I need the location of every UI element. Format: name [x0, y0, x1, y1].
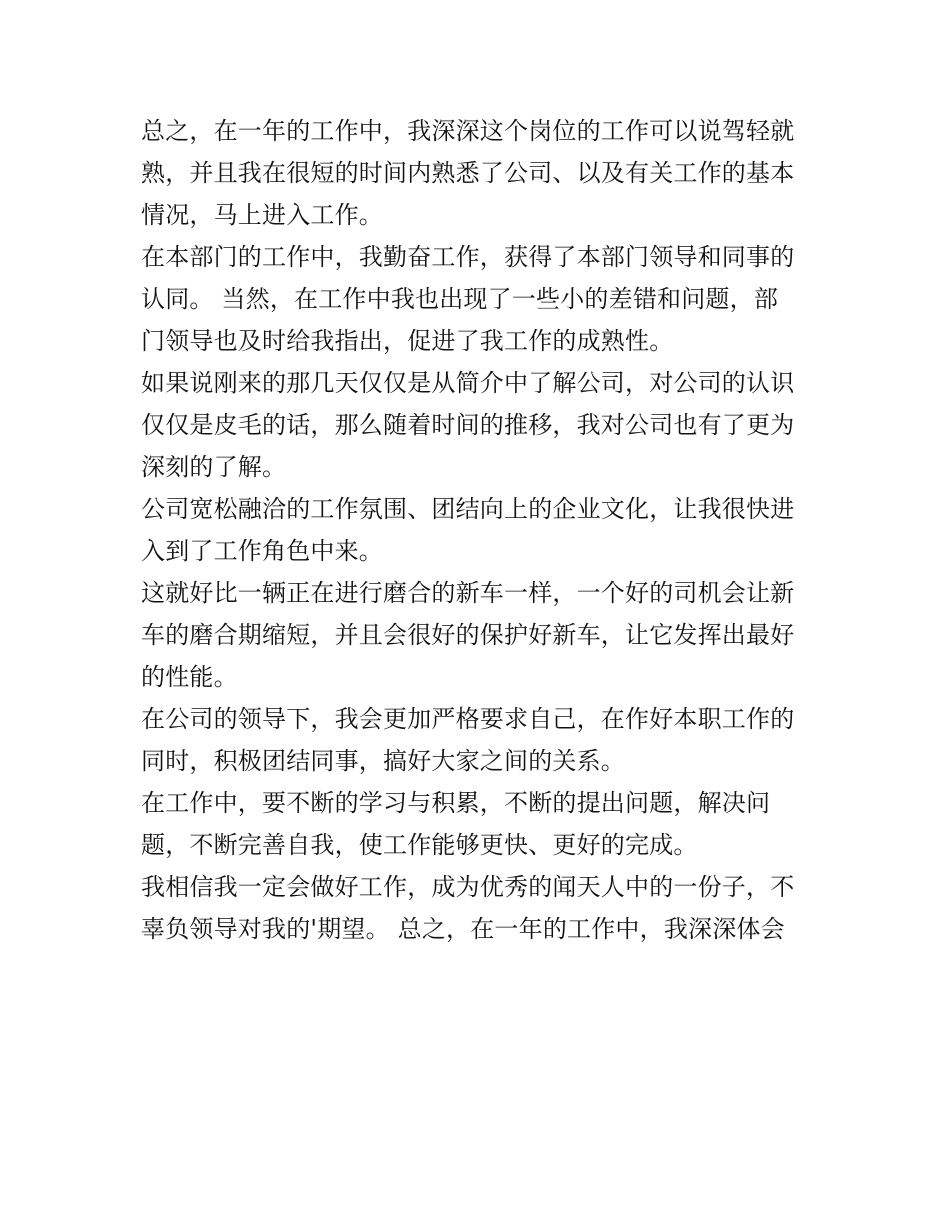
text-line: 题，不断完善自我，使工作能够更快、更好的完成。	[141, 831, 698, 859]
text-line: 在本部门的工作中，我勤奋工作，获得了本部门领导和同事的	[141, 243, 795, 271]
document-body	[141, 110, 816, 950]
text-line: 情况，马上进入工作。	[141, 201, 383, 229]
paragraph-7	[141, 782, 816, 866]
text-line: 车的磨合期缩短，并且会很好的保护好新车，让它发挥出最好	[141, 621, 795, 649]
text-line: 公司宽松融洽的工作氛围、团结向上的企业文化，让我很快进	[141, 495, 795, 523]
text-line: 入到了工作角色中来。	[141, 537, 383, 565]
text-line: 门领导也及时给我指出，促进了我工作的成熟性。	[141, 327, 674, 355]
text-line: 辜负领导对我的'期望。 总之，在一年的工作中，我深深体会	[141, 915, 785, 943]
text-line: 认同。 当然，在工作中我也出现了一些小的差错和问题，部	[141, 285, 779, 313]
paragraph-6	[141, 698, 816, 782]
text-line: 这就好比一辆正在进行磨合的新车一样，一个好的司机会让新	[141, 579, 795, 607]
text-line: 的性能。	[141, 663, 238, 691]
text-line: 熟，并且我在很短的时间内熟悉了公司、以及有关工作的基本	[141, 159, 795, 187]
text-line: 深刻的了解。	[141, 453, 287, 481]
paragraph-1	[141, 110, 816, 236]
text-line: 在公司的领导下，我会更加严格要求自己，在作好本职工作的	[141, 705, 795, 733]
text-line: 如果说刚来的那几天仅仅是从简介中了解公司，对公司的认识	[141, 369, 795, 397]
paragraph-8	[141, 866, 816, 950]
paragraph-4	[141, 488, 816, 572]
text-line: 在工作中，要不断的学习与积累，不断的提出问题，解决问	[141, 789, 771, 817]
paragraph-2	[141, 236, 816, 362]
paragraph-5	[141, 572, 816, 698]
paragraph-3	[141, 362, 816, 488]
text-line: 总之，在一年的工作中，我深深这个岗位的工作可以说驾轻就	[141, 117, 795, 145]
text-line: 仅仅是皮毛的话，那么随着时间的推移，我对公司也有了更为	[141, 411, 795, 439]
text-line: 我相信我一定会做好工作，成为优秀的闻天人中的一份子，不	[141, 873, 795, 901]
text-line: 同时，积极团结同事，搞好大家之间的关系。	[141, 747, 625, 775]
